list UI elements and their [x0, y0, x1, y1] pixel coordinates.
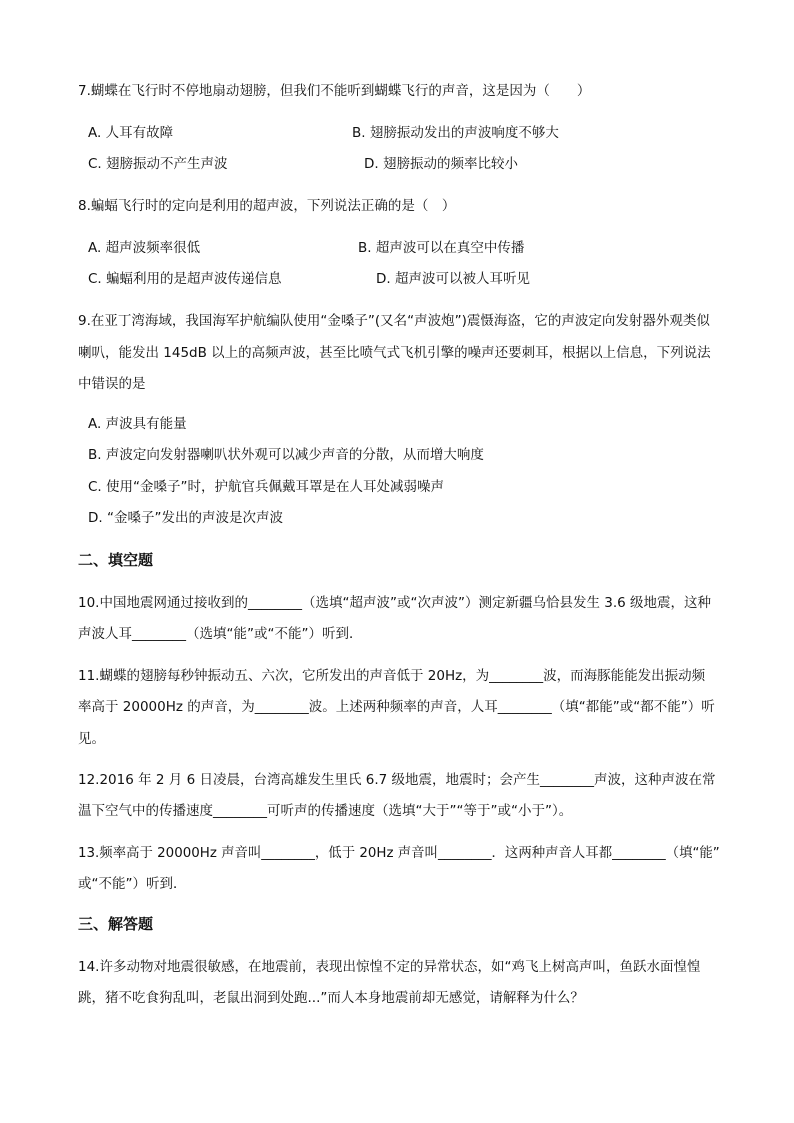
- section-answer-title: 三、解答题: [78, 915, 154, 933]
- question-10-line-1: 10.中国地震网通过接收到的________（选填“超声波”或“次声波”）测定新疆乌恰县发生 3.6 级地震，这种: [78, 595, 711, 611]
- question-9-stem-line-2: 喇叭，能发出 145dB 以上的高频声波，甚至比喷气式飞机引擎的噪声还要刺耳，根据以上信息，下列说法: [78, 345, 711, 361]
- question-13-line-2: 或“不能”）听到．: [78, 876, 187, 892]
- question-11-line-3: 见。: [78, 731, 105, 747]
- question-9-option-d: D. “金嗓子”发出的声波是次声波: [88, 510, 283, 526]
- question-13-line-1: 13.频率高于 20000Hz 声音叫________，低于 20Hz 声音叫________．这两种声音人耳都________（填“能”: [78, 845, 720, 861]
- section-fill-in-title: 二、填空题: [78, 551, 154, 569]
- question-11-line-1: 11.蝴蝶的翅膀每秒钟振动五、六次，它所发出的声音低于 20Hz，为________波，而海豚能能发出振动频: [78, 668, 706, 684]
- question-8-option-d: D. 超声波可以被人耳听见: [376, 271, 530, 287]
- question-14-line-2: 跳，猪不吃食狗乱叫，老鼠出洞到处跑...”而人本身地震前却无感觉，请解释为什么？: [78, 990, 584, 1006]
- question-7-option-a: A. 人耳有故障: [88, 125, 174, 141]
- question-12-line-2: 温下空气中的传播速度________可听声的传播速度（选填“大于”“等于”或“小于”）。: [78, 803, 573, 819]
- question-11-line-2: 率高于 20000Hz 的声音，为________波。上述两种频率的声音，人耳________（填“都能”或“都不能”）听: [78, 699, 715, 715]
- question-10-line-2: 声波人耳________（选填“能”或“不能”）听到．: [78, 626, 363, 642]
- question-9-option-b: B. 声波定向发射器喇叭状外观可以减少声音的分散，从而增大响度: [88, 447, 484, 463]
- question-14-line-1: 14.许多动物对地震很敏感，在地震前，表现出惊惶不定的异常状态，如“鸡飞上树高声叫，鱼跃水面惶惶: [78, 959, 701, 975]
- question-8-option-c: C. 蝙蝠利用的是超声波传递信息: [88, 271, 282, 287]
- question-8-option-a: A. 超声波频率很低: [88, 240, 201, 256]
- question-7-stem: 7.蝴蝶在飞行时不停地扇动翅膀，但我们不能听到蝴蝶飞行的声音，这是因为（ ）: [78, 83, 591, 99]
- question-9-stem-line-3: 中错误的是: [78, 376, 146, 392]
- question-9-option-a: A. 声波具有能量: [88, 416, 187, 432]
- question-7-option-b: B. 翅膀振动发出的声波响度不够大: [352, 125, 559, 141]
- question-8-stem: 8.蝙蝠飞行时的定向是利用的超声波，下列说法正确的是（ ）: [78, 198, 456, 214]
- question-7-option-c: C. 翅膀振动不产生声波: [88, 156, 228, 172]
- question-7-option-d: D. 翅膀振动的频率比较小: [364, 156, 518, 172]
- question-9-stem-line-1: 9.在亚丁湾海域，我国海军护航编队使用“金嗓子”(又名“声波炮”)震慑海盗，它的声波定向发射器外观类似: [78, 313, 710, 329]
- question-12-line-1: 12.2016 年 2 月 6 日凌晨，台湾高雄发生里氏 6.7 级地震，地震时；会产生________声波，这种声波在常: [78, 772, 716, 788]
- question-8-option-b: B. 超声波可以在真空中传播: [358, 240, 525, 256]
- question-9-option-c: C. 使用“金嗓子”时，护航官兵佩戴耳罩是在人耳处减弱噪声: [88, 479, 444, 495]
